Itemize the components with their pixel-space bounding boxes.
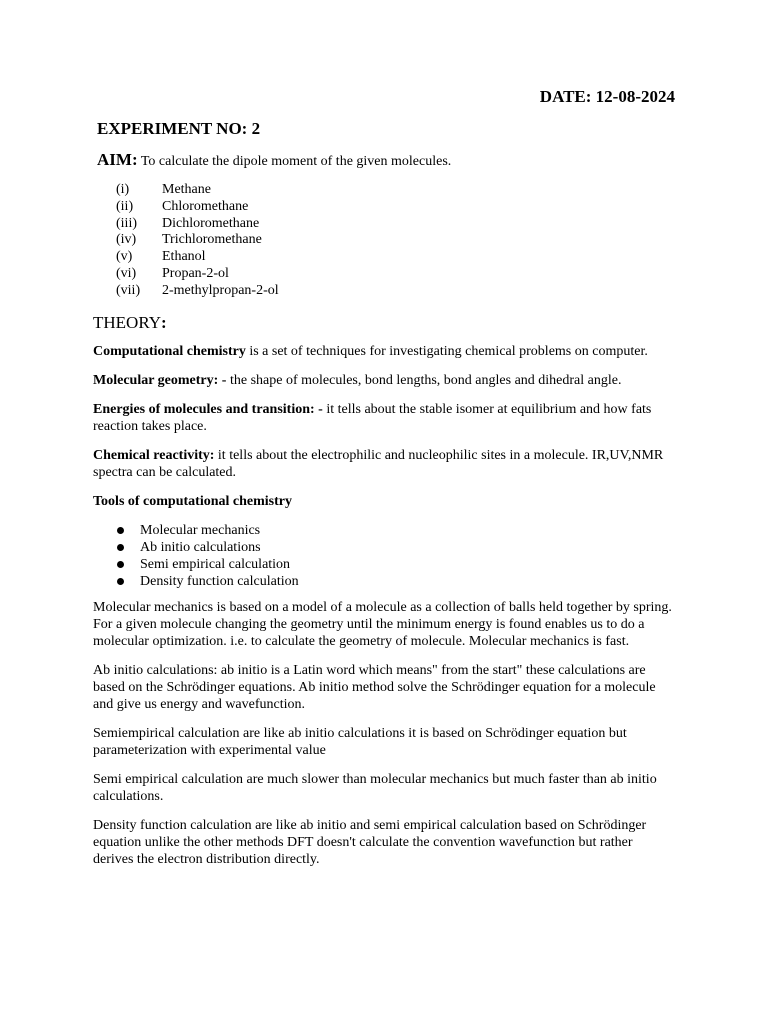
definition-paragraph: [93, 343, 673, 360]
molecule-number: (vii): [116, 282, 141, 298]
molecule-number: (i): [116, 182, 130, 197]
tools-list-item: [93, 573, 673, 590]
theory-content: [93, 343, 673, 880]
molecule-list: [116, 182, 279, 300]
molecule-item: [116, 249, 279, 266]
tools-list-item: [93, 522, 673, 539]
molecule-name: Dichloromethane: [162, 215, 260, 231]
tools-list-item: [93, 539, 673, 556]
molecule-number: (ii): [116, 198, 134, 214]
tools-item-label: Ab initio calculations: [140, 540, 261, 555]
aim-line: [97, 150, 451, 170]
molecule-number: (iv): [116, 232, 137, 248]
date-heading: DATE: 12-08-2024: [539, 87, 675, 106]
molecule-name: Chloromethane: [162, 198, 249, 214]
molecule-name: Trichloromethane: [162, 232, 262, 248]
definition-term: Molecular geometry: -: [93, 373, 227, 388]
theory-colon: :: [161, 313, 167, 332]
molecule-number: (iii): [116, 215, 137, 231]
definition-term: Energies of molecules and transition: -: [93, 402, 323, 417]
body-paragraph: Semiempirical calculation are like ab initio calculations it is based on Schrödinger equation but parameterization with experimental value: [93, 726, 627, 758]
bullet-icon: [117, 578, 124, 585]
tools-list: [93, 522, 673, 590]
definition-text: it tells about the electrophilic and nucleophilic sites in a molecule. IR,UV,NMR spectra can be calculated.: [93, 448, 664, 480]
definition-term: Computational chemistry: [93, 344, 246, 359]
molecule-item: [116, 216, 279, 233]
bullet-icon: [117, 527, 124, 534]
definition-paragraph: [93, 401, 673, 435]
experiment-title: EXPERIMENT NO: 2: [97, 119, 261, 138]
definition-text: the shape of molecules, bond lengths, bond angles and dihedral angle.: [226, 373, 622, 388]
body-paragraph: Ab initio calculations: ab initio is a Latin word which means" from the start" these calculations are based on the Schrödinger equations. Ab initio method solve the Schrödinger equation for a molecule and give us energy and wavefunction.: [93, 663, 656, 712]
tools-item-label: Molecular mechanics: [140, 523, 261, 538]
molecule-name: 2-methylpropan-2-ol: [162, 282, 279, 298]
molecule-name: Methane: [162, 182, 211, 197]
molecule-item: [116, 283, 279, 300]
definition-term: Chemical reactivity:: [93, 448, 215, 463]
definition-text: is a set of techniques for investigating chemical problems on computer.: [245, 344, 648, 359]
theory-label: THEORY: [93, 313, 161, 332]
molecule-item: [116, 199, 279, 216]
bullet-icon: [117, 544, 124, 551]
definition-paragraph: [93, 372, 673, 389]
body-paragraph: Semi empirical calculation are much slower than molecular mechanics but much faster than ab initio calculations.: [93, 772, 657, 804]
body-paragraph: Molecular mechanics is based on a model of a molecule as a collection of balls held together by spring. For a given molecule changing the geometry until the minimum energy is found enables us to do a molecular optimization. i.e. to calculate the geometry of molecule. Molecular mechanics is fast.: [93, 600, 672, 649]
molecule-number: (v): [116, 249, 133, 265]
molecule-item: [116, 182, 279, 199]
definition-paragraph: [93, 447, 673, 481]
tools-item-label: Density function calculation: [140, 574, 299, 589]
molecule-name: Propan-2-ol: [162, 265, 229, 281]
tools-heading: [93, 493, 673, 510]
aim-text: To calculate the dipole moment of the given molecules.: [137, 154, 452, 169]
definition-text: it tells about the stable isomer at equilibrium and how fats reaction takes place.: [93, 402, 652, 434]
tools-heading-text: Tools of computational chemistry: [93, 494, 292, 509]
tools-item-label: Semi empirical calculation: [140, 557, 291, 572]
tools-list-item: [93, 556, 673, 573]
molecule-number: (vi): [116, 265, 137, 281]
molecule-name: Ethanol: [162, 249, 206, 265]
theory-heading: [93, 313, 167, 333]
molecule-item: [116, 232, 279, 249]
aim-label: AIM:: [97, 150, 138, 169]
bullet-icon: [117, 561, 124, 568]
molecule-item: [116, 266, 279, 283]
body-paragraph: Density function calculation are like ab initio and semi empirical calculation based on Schrödinger equation unlike the other methods DFT doesn't calculate the convention wavefunction but rather derives the electron distribution directly.: [93, 818, 647, 867]
